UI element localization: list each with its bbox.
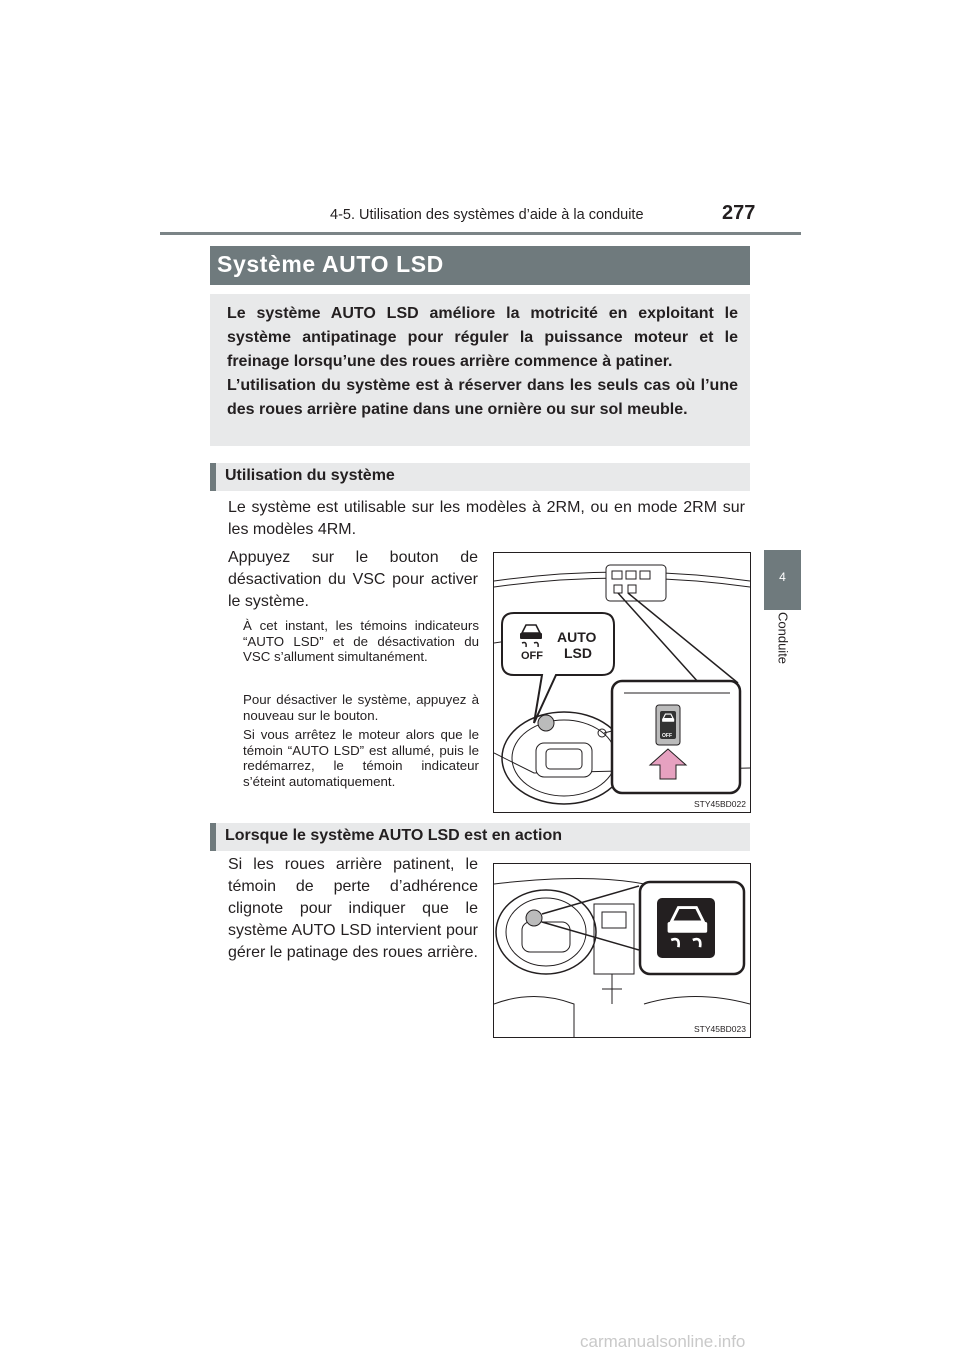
- dashboard-illustration-1: [494, 553, 750, 812]
- chapter-tab-label-text: Conduite: [775, 612, 790, 665]
- section-heading-usage: [210, 463, 750, 491]
- callout-auto-label: AUTO: [557, 629, 597, 645]
- watermark: carmanualsonline.info: [580, 1332, 746, 1351]
- in-action-paragraph: Si les roues arrière patinent, le témoin de perte d’adhérence clignote pour indiquer que le système AUTO LSD intervient pour gérer le patinage des roues arrière.: [228, 856, 478, 961]
- figure-code-2: STY45BD023: [694, 1024, 746, 1034]
- usage-paragraph-1: Le système est utilisable sur les modèles à 2RM, ou en mode 2RM sur les modèles 4RM.: [228, 499, 745, 538]
- chapter-tab-number: 4: [779, 570, 786, 584]
- dashboard-illustration-2: [494, 864, 750, 1037]
- figure-code-1: STY45BD022: [694, 799, 746, 809]
- intro-box: [210, 294, 750, 446]
- intro-paragraph-1: Le système AUTO LSD améliore la motricité en exploitant le système antipatinage pour réguler la puissance moteur et le freinage lorsqu’une des roues arrière commence à patiner.: [227, 305, 738, 370]
- figure-vsc-off-button: [493, 552, 751, 813]
- figure-slip-indicator: [493, 863, 751, 1038]
- chapter-tab-label: [764, 612, 801, 712]
- usage-note-1: À cet instant, les témoins indicateurs “AUTO LSD” et de désactivation du VSC s’allument simultanément.: [243, 618, 479, 664]
- intro-paragraph-2: L’utilisation du système est à réserver dans les seuls cas où l’une des roues arrière patine dans une ornière ou sur sol meuble.: [227, 377, 738, 418]
- section-heading-text: Lorsque le système AUTO LSD est en action: [225, 827, 562, 844]
- section-heading-in-action: [210, 823, 750, 851]
- running-header-section: 4-5. Utilisation des systèmes d’aide à la conduite: [330, 207, 644, 223]
- usage-note-3: Si vous arrêtez le moteur alors que le témoin “AUTO LSD” est allumé, puis le redémarrez, le témoin indicateur s’éteint automatiquement.: [243, 727, 479, 789]
- section-heading-bar: [210, 823, 216, 851]
- button-off-label: OFF: [662, 733, 672, 739]
- usage-paragraph-2: Appuyez sur le bouton de désactivation du VSC pour activer le système.: [228, 549, 478, 610]
- callout-off-label: OFF: [521, 650, 543, 662]
- callout-lsd-label: LSD: [564, 645, 592, 661]
- page-title: Système AUTO LSD: [217, 251, 444, 277]
- section-heading-text: Utilisation du système: [225, 467, 395, 484]
- page-number: 277: [722, 202, 756, 224]
- usage-note-2: Pour désactiver le système, appuyez à nouveau sur le bouton.: [243, 692, 479, 723]
- section-heading-bar: [210, 463, 216, 491]
- header-rule: [160, 232, 801, 235]
